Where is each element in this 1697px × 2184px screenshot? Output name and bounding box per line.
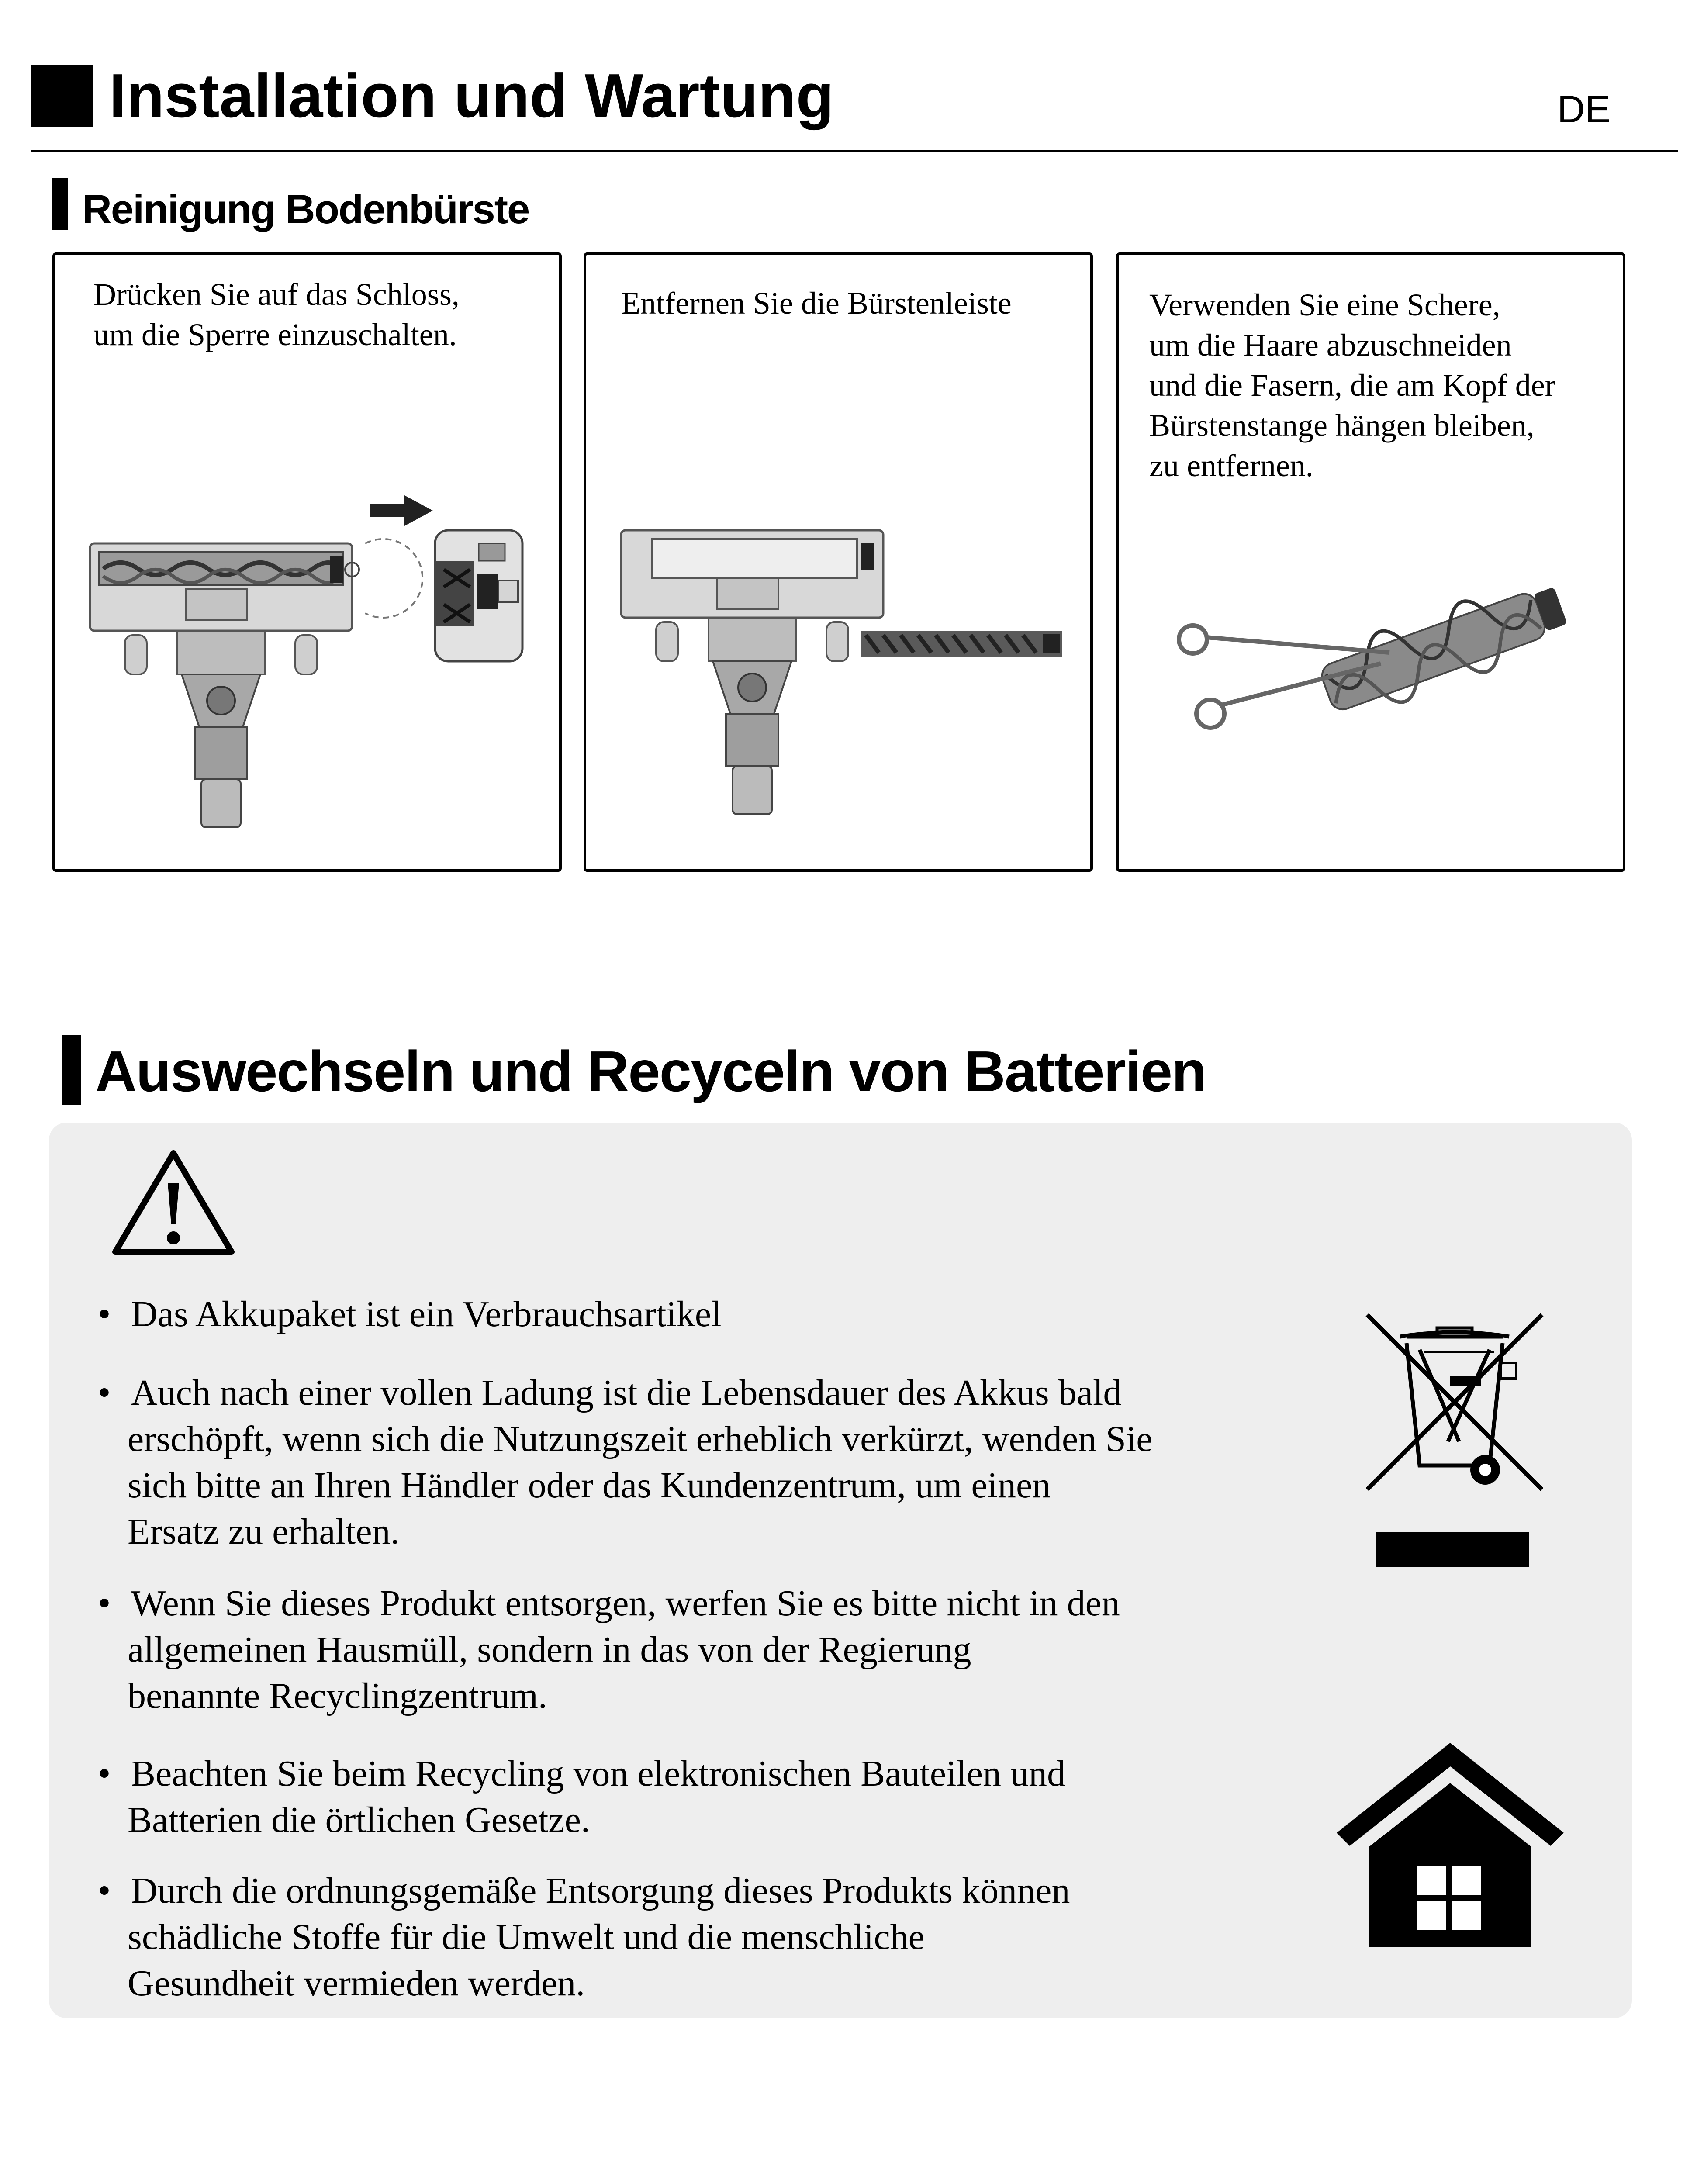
bullet-symbol: • [98, 1753, 111, 1794]
bullet-symbol: • [98, 1870, 111, 1911]
text-line: Drücken Sie auf das Schloss, [93, 277, 460, 312]
text-line: schädliche Stoffe für die Umwelt und die menschliche [128, 1917, 925, 1957]
text-line: Beachten Sie beim Recycling von elektronischen Bauteilen und [131, 1753, 1066, 1794]
text-line: und die Fasern, die am Kopf der [1149, 368, 1555, 403]
text-line: Durch die ordnungsgemäße Entsorgung dieses Produkts können [131, 1870, 1070, 1911]
text-line: Entfernen Sie die Bürstenleiste [621, 286, 1012, 321]
section-title-battery-recycling: Auswechseln und Recyceln von Batterien [95, 1039, 1206, 1103]
text-line: allgemeinen Hausmüll, sondern in das von der Regierung [128, 1629, 971, 1670]
warning-triangle-icon [110, 1148, 237, 1257]
section-title-brush-cleaning: Reinigung Bodenbürste [82, 186, 529, 232]
arrow-right-icon [370, 495, 433, 526]
page-title: Installation und Wartung [109, 61, 834, 131]
text-line: erschöpft, wenn sich die Nutzungszeit erheblich verkürzt, wenden Sie [128, 1419, 1153, 1459]
scissors-cutting-brush-illustration [1162, 565, 1599, 792]
text-line: Batterien die örtlichen Gesetze. [128, 1800, 590, 1840]
brush-bar-removed-illustration [617, 526, 1062, 858]
text-line: zu entfernen. [1149, 448, 1313, 483]
text-line: Bürstenstange hängen bleiben, [1149, 408, 1535, 443]
section-marker [62, 1035, 81, 1105]
section-marker [52, 178, 68, 230]
crossed-out-wheelie-bin-icon [1358, 1310, 1551, 1572]
header-square-marker [31, 65, 93, 127]
step-2-text [621, 283, 1012, 323]
floor-brush-lock-illustration [86, 482, 531, 849]
step-3-text [1149, 285, 1555, 486]
text-line: Wenn Sie dieses Produkt entsorgen, werfen Sie es bitte nicht in den [131, 1583, 1120, 1624]
header-divider [31, 150, 1678, 152]
text-line: um die Sperre einzuschalten. [93, 317, 457, 352]
bullet-symbol: • [98, 1583, 111, 1624]
text-line: Das Akkupaket ist ein Verbrauchsartikel [131, 1294, 722, 1334]
text-line: Verwenden Sie eine Schere, [1149, 287, 1500, 322]
step-1-text [93, 274, 460, 355]
language-code: DE [1557, 87, 1611, 131]
step-panel-3 [1116, 252, 1625, 872]
text-line: benannte Recyclingzentrum. [128, 1676, 547, 1716]
house-icon [1332, 1738, 1568, 1952]
text-line: Gesundheit vermieden werden. [128, 1963, 585, 2004]
bullet-symbol: • [98, 1294, 111, 1334]
step-panel-2 [584, 252, 1093, 872]
text-line: um die Haare abzuschneiden [1149, 328, 1512, 363]
text-line: Ersatz zu erhalten. [128, 1511, 400, 1552]
bullet-symbol: • [98, 1372, 111, 1413]
text-line: sich bitte an Ihren Händler oder das Kundenzentrum, um einen [128, 1465, 1051, 1506]
step-panel-1 [52, 252, 562, 872]
text-line: Auch nach einer vollen Ladung ist die Lebensdauer des Akkus bald [131, 1372, 1122, 1413]
